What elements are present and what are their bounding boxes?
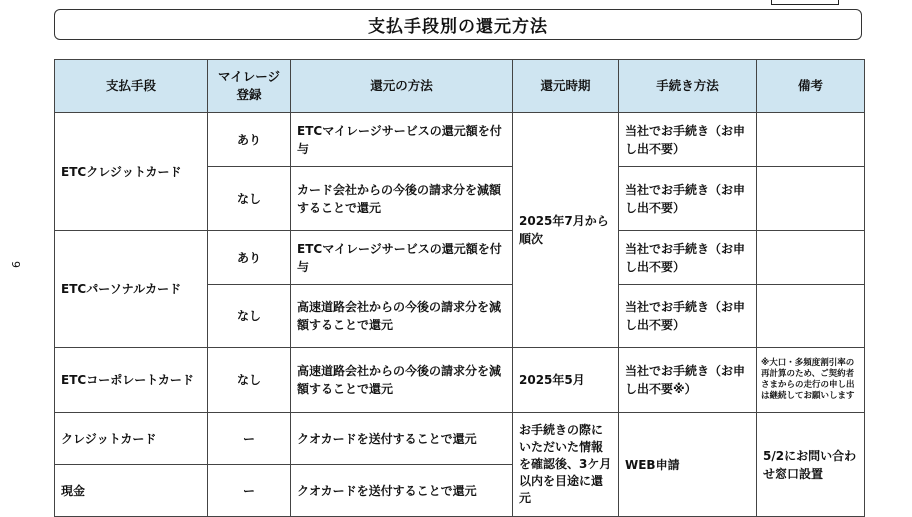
corner-box <box>771 0 839 5</box>
mileage-cell: なし <box>208 285 291 348</box>
page-title <box>54 9 862 40</box>
header-refund-method: 還元の方法 <box>291 60 513 113</box>
mileage-cell: あり <box>208 113 291 167</box>
mileage-cell: ー <box>208 465 291 517</box>
notes-cell: 5/2にお問い合わせ窓口設置 <box>757 413 865 517</box>
refund-method-cell: カード会社からの今後の請求分を減額することで還元 <box>291 167 513 231</box>
mileage-cell: ー <box>208 413 291 465</box>
header-notes: 備考 <box>757 60 865 113</box>
refund-timing-cell: 2025年5月 <box>513 348 619 413</box>
refund-method-cell: クオカードを送付することで還元 <box>291 413 513 465</box>
header-row <box>55 60 865 113</box>
notes-cell <box>757 231 865 285</box>
table-row <box>55 231 865 285</box>
refund-method-cell: 高速道路会社からの今後の請求分を減額することで還元 <box>291 348 513 413</box>
table-row <box>55 113 865 167</box>
refund-timing-cell: お手続きの際にいただいた情報を確認後、3ケ月以内を目途に還元 <box>513 413 619 517</box>
refund-method-cell: ETCマイレージサービスの還元額を付与 <box>291 231 513 285</box>
notes-cell <box>757 285 865 348</box>
notes-cell <box>757 113 865 167</box>
header-mileage: マイレージ登録 <box>208 60 291 113</box>
procedure-cell: 当社でお手続き（お申し出不要） <box>619 285 757 348</box>
payment-method-cell: 現金 <box>55 465 208 517</box>
notes-cell <box>757 167 865 231</box>
payment-method-cell: ETCパーソナルカード <box>55 231 208 348</box>
mileage-cell: なし <box>208 167 291 231</box>
refund-timing-cell: 2025年7月から順次 <box>513 113 619 348</box>
procedure-cell: 当社でお手続き（お申し出不要） <box>619 113 757 167</box>
payment-method-cell: ETCクレジットカード <box>55 113 208 231</box>
header-procedure: 手続き方法 <box>619 60 757 113</box>
header-refund-timing: 還元時期 <box>513 60 619 113</box>
mileage-cell: なし <box>208 348 291 413</box>
header-payment-method: 支払手段 <box>55 60 208 113</box>
refund-method-cell: 高速道路会社からの今後の請求分を減額することで還元 <box>291 285 513 348</box>
table-row <box>55 348 865 413</box>
page-title-text: 支払手段別の還元方法 <box>368 17 548 37</box>
table-row <box>55 413 865 465</box>
payment-method-cell: ETCコーポレートカード <box>55 348 208 413</box>
procedure-cell: WEB申請 <box>619 413 757 517</box>
mileage-cell: あり <box>208 231 291 285</box>
refund-methods-table <box>54 59 865 517</box>
procedure-cell: 当社でお手続き（お申し出不要※） <box>619 348 757 413</box>
payment-method-cell: クレジットカード <box>55 413 208 465</box>
refund-method-cell: クオカードを送付することで還元 <box>291 465 513 517</box>
procedure-cell: 当社でお手続き（お申し出不要） <box>619 167 757 231</box>
procedure-cell: 当社でお手続き（お申し出不要） <box>619 231 757 285</box>
notes-cell: ※大口・多頻度割引率の再計算のため、ご契約者さまからの走行の申し出は継続してお願いします <box>757 348 865 413</box>
refund-method-cell: ETCマイレージサービスの還元額を付与 <box>291 113 513 167</box>
page-number: 9 <box>9 261 22 268</box>
